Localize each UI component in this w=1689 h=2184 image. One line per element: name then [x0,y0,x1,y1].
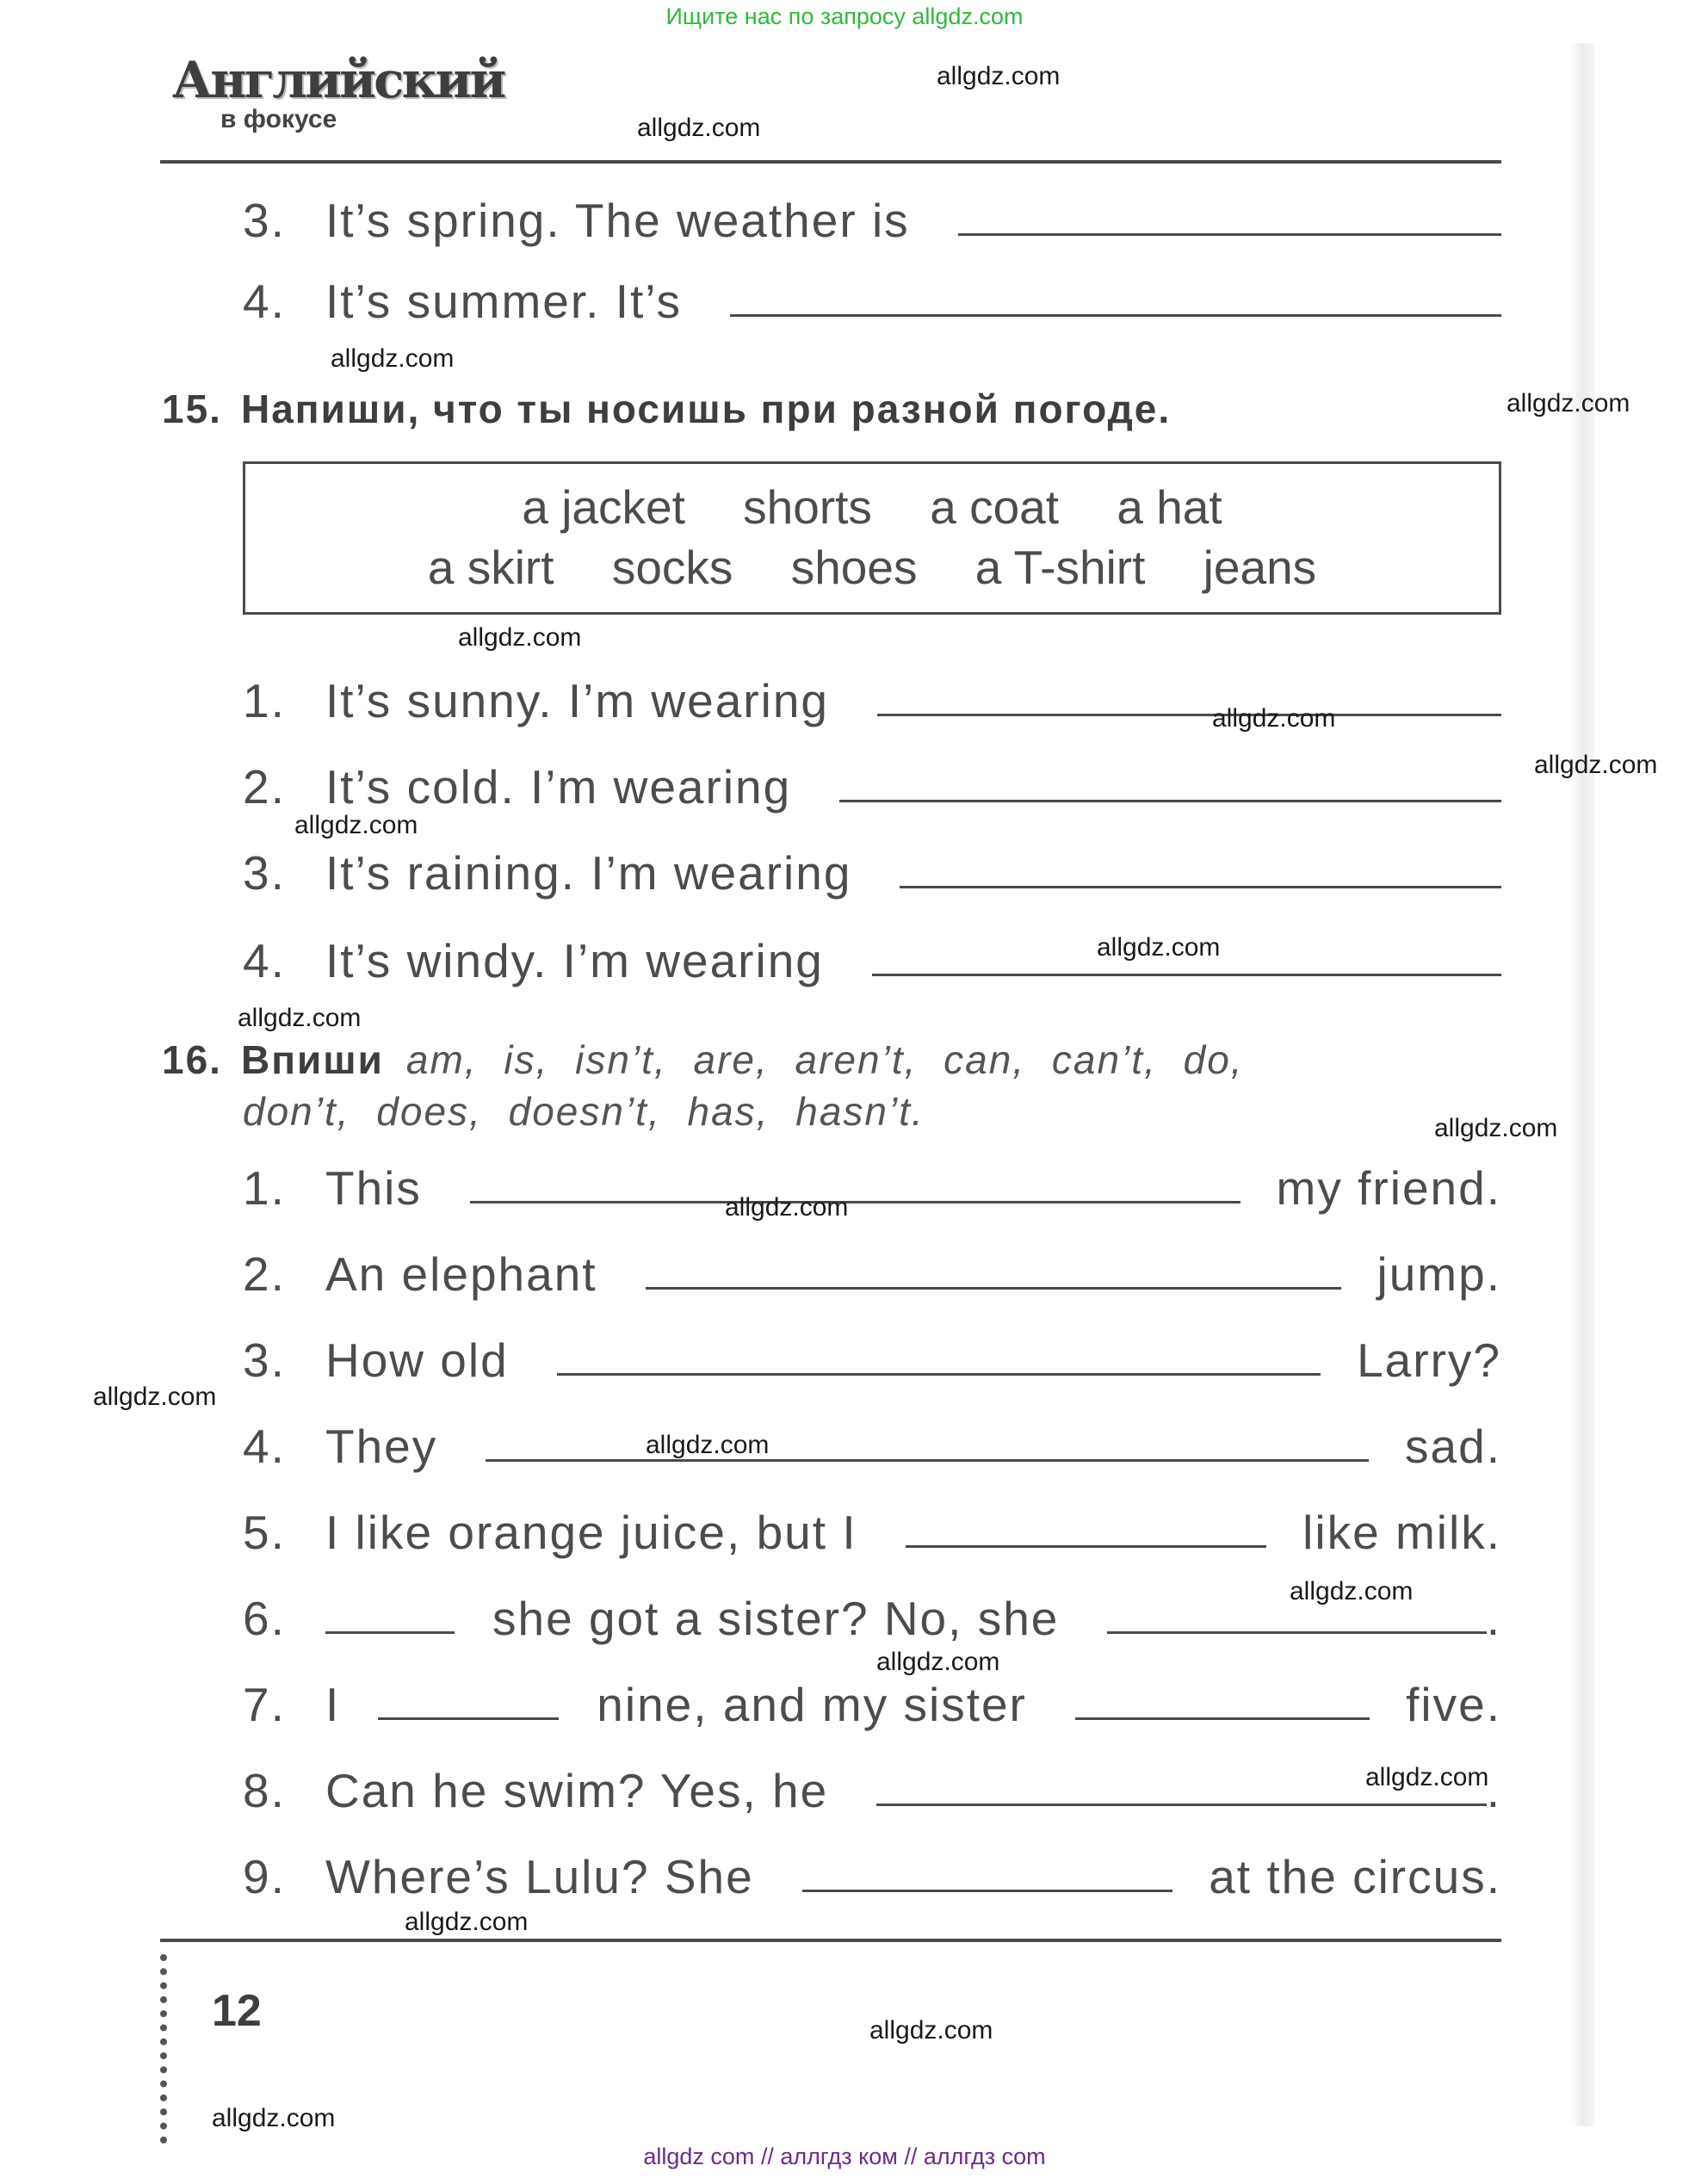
ex16-item-9: 9. Where’s Lulu? She at the circus. [243,1850,1501,1903]
ex16-item-3: 3. How old Larry? [243,1333,1501,1387]
footer-rule [160,1939,1501,1942]
watermark: allgdz.com [1434,1114,1558,1142]
ex16-word-list-2: don’t, does, doesn’t, has, hasn’t. [243,1089,925,1134]
watermark: allgdz.com [646,1431,770,1459]
header-rule [160,160,1501,164]
ex14-item-3: 3. It’s spring. The weather is [243,183,1501,248]
ex15-item-4: 4. It’s windy. I’m wearing [243,923,1501,988]
answer-line[interactable] [378,1717,559,1720]
ex16-heading: 16. Впиши am, is, isn’t, are, aren’t, can, can’t, do, [162,1037,1244,1082]
watermark: allgdz.com [1212,704,1336,733]
answer-line[interactable] [876,1804,1486,1806]
watermark: allgdz.com [937,62,1061,90]
ex15-heading: 15. Напиши, что ты носишь при разной погоде. [162,387,1172,431]
watermark: allgdz.com [869,2016,993,2045]
watermark: allgdz.com [405,1908,529,1936]
watermark: allgdz.com [458,623,582,652]
watermark: allgdz.com [1290,1577,1414,1606]
watermark: allgdz.com [876,1648,1000,1676]
watermark: allgdz.com [93,1383,217,1411]
answer-line[interactable] [1075,1717,1370,1720]
ex16-item-7: 7. I nine, and my sister five. [243,1678,1501,1731]
top-banner: Ищите нас по запросу allgdz.com [665,3,1024,29]
logo-subtitle: в фокусе [220,105,337,133]
answer-line[interactable] [470,1201,1240,1203]
ex15-item-2: 2. It’s cold. I’m wearing [243,749,1501,814]
ex16-instruction: Впиши [241,1037,384,1082]
word-box-row-1: a jacket shorts a coat a hat [522,480,1222,534]
dotted-margin-line [160,1954,174,2144]
answer-line[interactable] [646,1287,1341,1290]
page-number: 12 [212,1986,262,2036]
book-logo [172,51,504,139]
watermark: allgdz.com [212,2104,336,2132]
logo-title: Английский [172,51,504,109]
word-box [243,461,1501,615]
answer-line[interactable] [900,886,1501,888]
watermark: allgdz.com [1534,751,1658,779]
answer-line[interactable] [802,1890,1172,1892]
answer-line[interactable] [872,974,1501,976]
answer-line[interactable] [325,1631,455,1634]
watermark: allgdz.com [1506,389,1630,418]
ex16-item-6: 6. she got a sister? No, she . [243,1592,1501,1645]
answer-line[interactable] [1107,1631,1486,1634]
ex15-item-3: 3. It’s raining. I’m wearing [243,835,1501,900]
ex16-word-list-1: am, is, isn’t, are, aren’t, can, can’t, do, [405,1037,1244,1082]
watermark: allgdz.com [331,344,455,373]
watermark: allgdz.com [1365,1763,1489,1791]
page-edge-shadow [1570,43,1594,2126]
ex16-item-2: 2. An elephant jump. [243,1247,1501,1301]
ex16-item-1: 1. This my friend. [243,1161,1501,1215]
ex15-item-1: 1. It’s sunny. I’m wearing [243,663,1501,728]
bottom-banner: allgdz com // аллгдз ком // аллгдз com [643,2144,1046,2169]
ex15-instruction: Напиши, что ты носишь при разной погоде. [241,387,1172,431]
watermark: allgdz.com [1097,933,1221,962]
watermark: allgdz.com [238,1004,362,1032]
answer-line[interactable] [877,714,1501,716]
word-box-row-2: a skirt socks shoes a T-shirt jeans [427,541,1317,594]
answer-line[interactable] [906,1545,1267,1548]
ex16-item-5: 5. I like orange juice, but I like milk. [243,1506,1501,1559]
answer-line[interactable] [557,1373,1321,1376]
answer-line[interactable] [839,800,1501,802]
answer-line[interactable] [730,314,1501,317]
ex14-item-4: 4. It’s summer. It’s [243,263,1501,329]
ex16-item-4: 4. They sad. [243,1420,1501,1473]
watermark: allgdz.com [294,811,418,839]
watermark: allgdz.com [637,114,761,142]
answer-line[interactable] [958,233,1501,236]
ex16-item-8: 8. Can he swim? Yes, he . [243,1764,1501,1817]
watermark: allgdz.com [725,1193,849,1222]
answer-line[interactable] [486,1459,1369,1462]
